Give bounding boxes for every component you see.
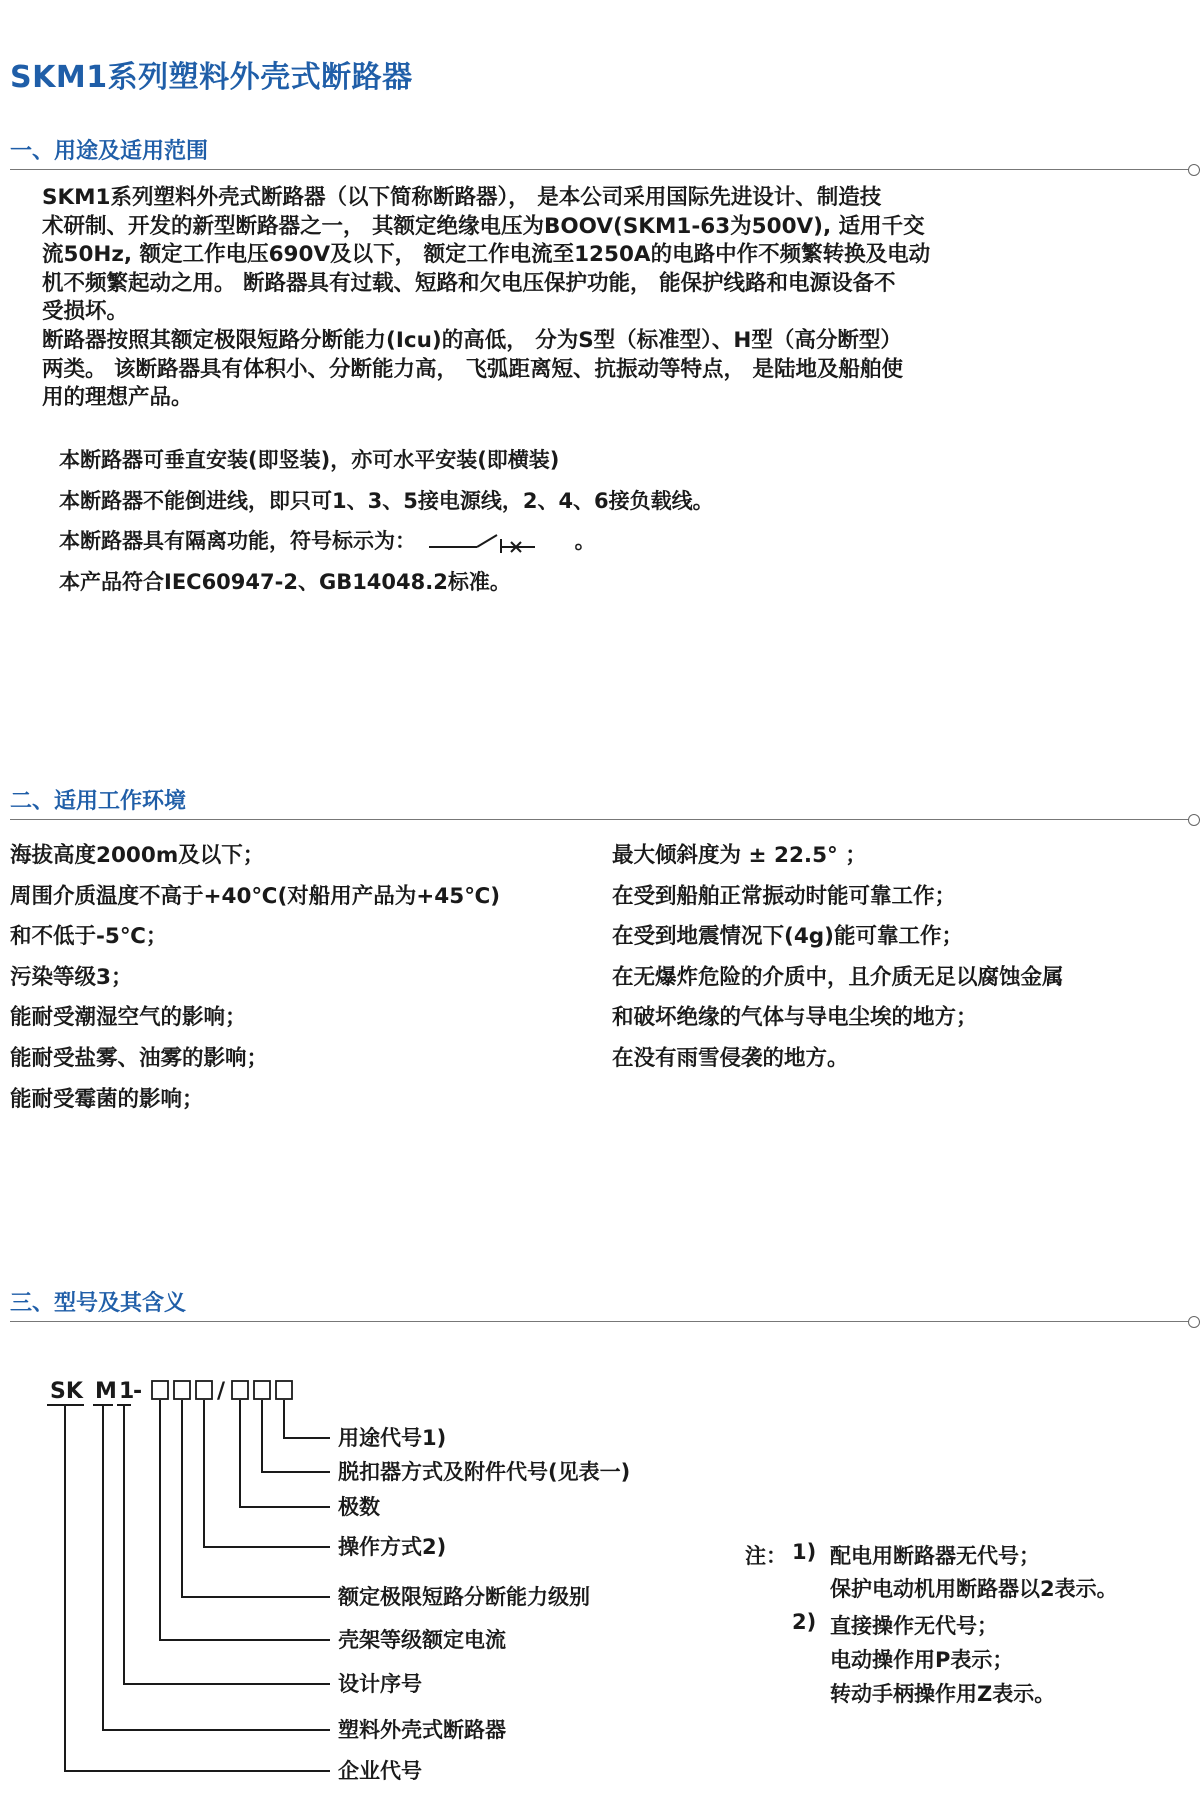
section-heading-model	[10, 1287, 1192, 1322]
environment-item: 和不低于-5℃；	[10, 924, 168, 950]
note-line: 电动操作用P表示；	[830, 1648, 1014, 1672]
note-line: 配电用断路器无代号；	[830, 1544, 1040, 1568]
intro-line: 流50Hz, 额定工作电压690V及以下， 额定工作电流至1250A的电路中作不频繁转换及电动	[42, 242, 931, 268]
rule-end-circle-icon	[1188, 1316, 1200, 1328]
code-box	[232, 1381, 248, 1399]
connector-line	[103, 1405, 330, 1730]
feature-item-suffix: 。	[574, 529, 596, 553]
code-box	[174, 1381, 190, 1399]
rule-end-circle-icon	[1188, 814, 1200, 826]
note-line: 保护电动机用断路器以2表示。	[830, 1577, 1118, 1601]
model-label: 极数	[338, 1495, 380, 1519]
environment-item: 污染等级3；	[10, 964, 133, 990]
intro-line: 用的理想产品。	[42, 385, 193, 411]
code-box	[276, 1381, 292, 1399]
code-box	[196, 1381, 212, 1399]
environment-item: 在无爆炸危险的介质中，且介质无足以腐蚀金属	[612, 964, 1064, 990]
intro-line: 术研制、开发的新型断路器之一， 其额定绝缘电压为BOOV(SKM1-63为500V), 适用千交	[42, 213, 925, 239]
environment-item: 能耐受盐雾、油雾的影响；	[10, 1045, 269, 1071]
model-label: 塑料外壳式断路器	[338, 1718, 506, 1742]
feature-item: 本产品符合IEC60947-2、GB14048.2标准。	[59, 569, 511, 594]
model-label: 操作方式2)	[338, 1535, 447, 1559]
environment-left-column	[10, 836, 500, 1120]
connector-line	[65, 1405, 330, 1771]
code-box	[254, 1381, 270, 1399]
notes-prefix: 注：	[745, 1544, 787, 1568]
environment-item: 能耐受潮湿空气的影响；	[10, 1005, 247, 1031]
feature-item: 本断路器可垂直安装(即竖装)，亦可水平安装(即横装)	[59, 448, 560, 472]
intro-line: 断路器按照其额定极限短路分断能力(Icu)的高低， 分为S型（标准型）、H型（高分断型）	[42, 327, 902, 353]
model-label: 设计序号	[338, 1672, 422, 1696]
section-heading-environment	[10, 785, 1192, 820]
code-part-slash: /	[217, 1379, 226, 1404]
environment-right-column	[612, 836, 1064, 1080]
feature-item-text: 本断路器具有隔离功能，符号标示为：	[59, 529, 416, 553]
note-line: 直接操作无代号；	[830, 1614, 998, 1638]
environment-item: 周围介质温度不高于+40℃(对船用产品为+45℃)	[10, 883, 501, 909]
intro-line: 机不频繁起动之用。 断路器具有过载、短路和欠电压保护功能， 能保护线路和电源设备不	[42, 270, 896, 296]
environment-item: 在受到船舶正常振动时能可靠工作；	[612, 883, 957, 909]
model-label: 壳架等级额定电流	[338, 1628, 506, 1652]
model-label: 脱扣器方式及附件代号(见表一)	[338, 1460, 631, 1484]
note-line: 转动手柄操作用Z表示。	[830, 1682, 1056, 1706]
environment-item: 在没有雨雪侵袭的地方。	[612, 1045, 849, 1071]
rule-end-circle-icon	[1188, 164, 1200, 176]
connector-line	[262, 1400, 330, 1472]
model-label: 额定极限短路分断能力级别	[338, 1585, 590, 1609]
code-part-1: 1	[119, 1379, 135, 1404]
connector-line	[204, 1400, 330, 1547]
environment-item: 和破坏绝缘的气体与导电尘埃的地方；	[612, 1005, 978, 1031]
intro-text	[42, 184, 1002, 413]
environment-item: 海拔高度2000m及以下；	[10, 843, 265, 868]
section-title: 二、适用工作环境	[10, 789, 187, 814]
environment-item: 能耐受霉菌的影响；	[10, 1086, 204, 1112]
model-label: 用途代号1)	[338, 1426, 447, 1450]
environment-item: 在受到地震情况下(4g)能可靠工作；	[612, 924, 964, 950]
environment-item: 最大倾斜度为 ± 22.5° ；	[612, 843, 867, 868]
intro-line: SKM1系列塑料外壳式断路器（以下简称断路器）， 是本公司采用国际先进设计、制造技	[42, 185, 882, 210]
note-number: 2)	[792, 1610, 817, 1634]
code-part-sk: SK	[50, 1379, 83, 1404]
connector-line	[284, 1400, 330, 1438]
section-title: 一、用途及适用范围	[10, 139, 209, 164]
feature-item-isolation	[59, 521, 959, 562]
code-box	[152, 1381, 168, 1399]
code-part-m: M	[95, 1379, 117, 1404]
page-title: SKM1系列塑料外壳式断路器	[10, 60, 413, 95]
intro-line: 受损坏。	[42, 299, 129, 325]
connector-line	[124, 1405, 330, 1684]
feature-list	[59, 440, 959, 602]
intro-line: 两类。 该断路器具有体积小、分断能力高， 飞弧距离短、抗振动等特点， 是陆地及船舶使	[42, 356, 903, 382]
connector-line	[160, 1400, 330, 1640]
note-number: 1)	[792, 1540, 817, 1564]
section-title: 三、型号及其含义	[10, 1291, 187, 1316]
model-label: 企业代号	[338, 1759, 422, 1783]
code-part-dash: -	[133, 1379, 143, 1404]
isolation-symbol-icon	[427, 531, 557, 553]
feature-item: 本断路器不能倒进线，即只可1、3、5接电源线，2、4、6接负载线。	[59, 488, 714, 513]
section-heading-usage	[10, 135, 1192, 170]
